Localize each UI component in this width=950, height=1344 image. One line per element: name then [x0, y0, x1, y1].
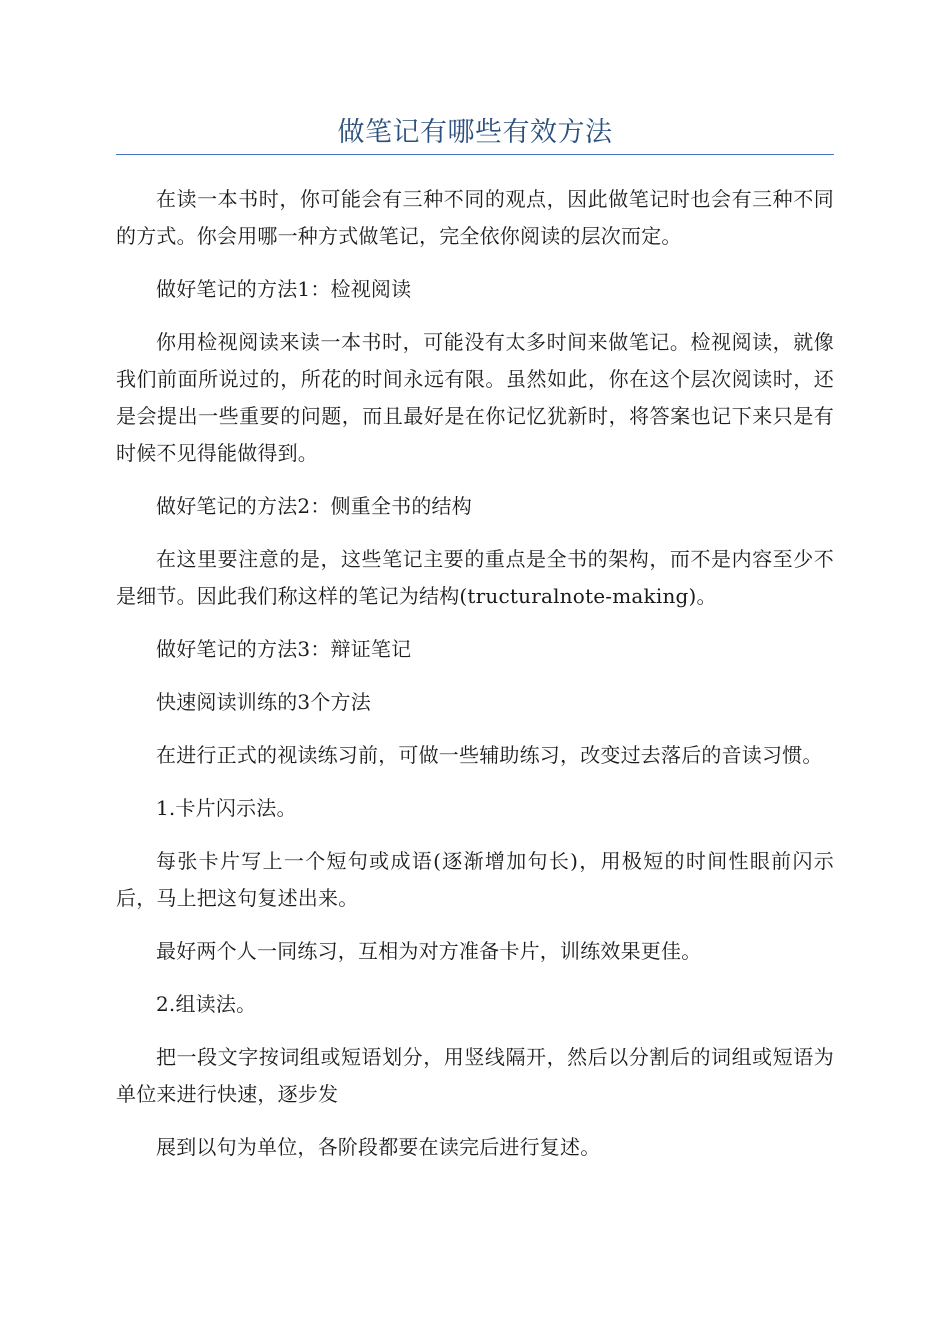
paragraph-group-reading-body: 把一段文字按词组或短语划分，用竖线隔开，然后以分割后的词组或短语为单位来进行快速，逐步发	[116, 1045, 834, 1106]
paragraph-group-reading-continued: 展到以句为单位，各阶段都要在读完后进行复述。	[156, 1135, 601, 1159]
paragraph-speed-reading-heading: 快速阅读训练的3个方法	[156, 690, 371, 714]
document-body	[116, 181, 834, 1166]
paragraph-intro: 在读一本书时，你可能会有三种不同的观点，因此做笔记时也会有三种不同的方式。你会用哪一种方式做笔记，完全依你阅读的层次而定。	[116, 187, 834, 248]
document-title: 做笔记有哪些有效方法	[116, 110, 834, 155]
paragraph-method-2-body: 在这里要注意的是，这些笔记主要的重点是全书的架构，而不是内容至少不是细节。因此我们称这样的笔记为结构(tructuralnote-making)。	[116, 547, 834, 608]
paragraph-group-reading-heading: 2.组读法。	[156, 992, 257, 1016]
document-page	[116, 110, 834, 1182]
paragraph-method-1-heading: 做好笔记的方法1：检视阅读	[156, 277, 412, 301]
paragraph-method-3-heading: 做好笔记的方法3：辩证笔记	[156, 637, 412, 661]
paragraph-method-1-body: 你用检视阅读来读一本书时，可能没有太多时间来做笔记。检视阅读，就像我们前面所说过的，所花的时间永远有限。虽然如此，你在这个层次阅读时，还是会提出一些重要的问题，而且最好是在你记忆犹新时，将答案也记下来只是有时候不见得能做得到。	[116, 330, 834, 465]
paragraph-card-method-heading: 1.卡片闪示法。	[156, 796, 297, 820]
paragraph-card-method-body: 每张卡片写上一个短句或成语(逐渐增加句长)，用极短的时间性眼前闪示后，马上把这句复述出来。	[116, 849, 834, 910]
paragraph-method-2-heading: 做好笔记的方法2：侧重全书的结构	[156, 494, 472, 518]
paragraph-card-method-tip: 最好两个人一同练习，互相为对方准备卡片，训练效果更佳。	[156, 939, 702, 963]
paragraph-speed-reading-intro: 在进行正式的视读练习前，可做一些辅助练习，改变过去落后的音读习惯。	[156, 743, 823, 767]
